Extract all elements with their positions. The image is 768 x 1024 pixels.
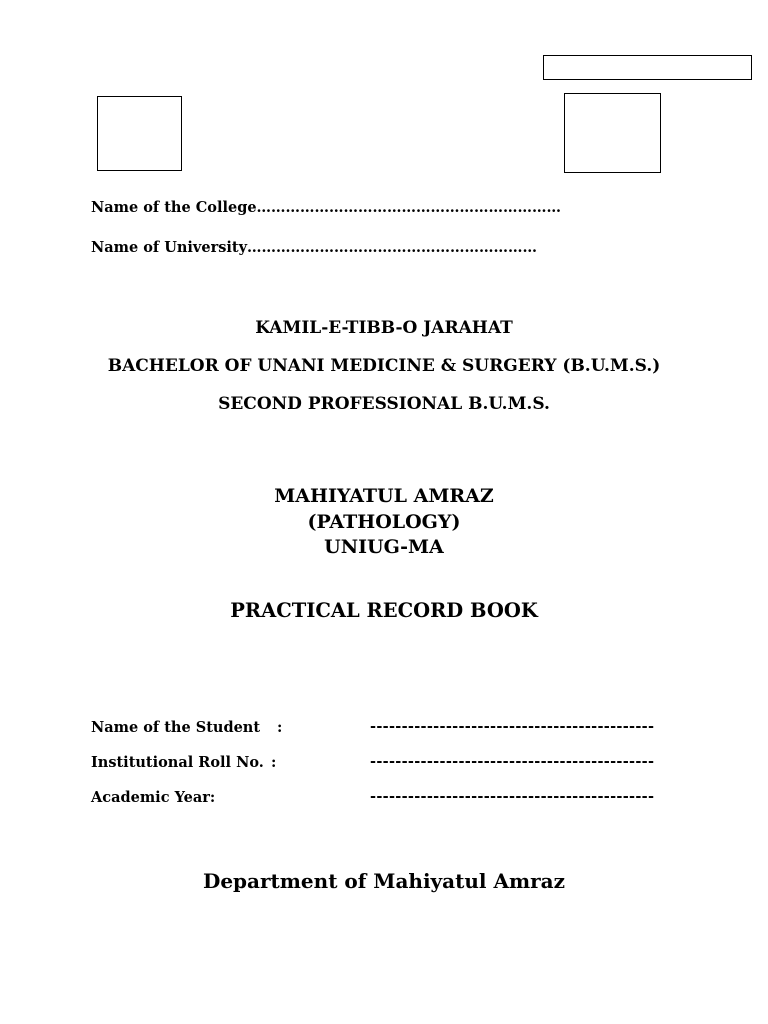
student-name-blank: --------------------------------------------- xyxy=(370,718,655,735)
program-heading-professional: SECOND PROFESSIONAL B.U.M.S. xyxy=(218,394,550,414)
college-name-line: Name of the College……………………………………………………… xyxy=(91,199,562,216)
academic-year-label: Academic Year: xyxy=(91,789,216,806)
roll-number-label: Institutional Roll No. xyxy=(91,754,264,771)
subject-block xyxy=(0,484,768,561)
record-book-title: PRACTICAL RECORD BOOK xyxy=(230,599,538,622)
top-right-blank-box xyxy=(543,55,752,80)
student-name-colon: : xyxy=(277,719,283,736)
program-heading-kamil: KAMIL-E-TIBB-O JARAHAT xyxy=(255,318,513,338)
academic-year-blank: --------------------------------------------- xyxy=(370,788,655,805)
university-name-line: Name of University…………………………………………………… xyxy=(91,239,538,256)
department-name: Department of Mahiyatul Amraz xyxy=(202,869,565,893)
roll-number-colon: : xyxy=(271,754,277,771)
photo-box-left xyxy=(97,96,182,171)
student-name-label: Name of the Student xyxy=(91,719,261,736)
subject-name: MAHIYATUL AMRAZ xyxy=(274,485,494,507)
photo-box-right xyxy=(564,93,661,173)
roll-number-blank: --------------------------------------------- xyxy=(370,753,655,770)
subject-code: UNIUG-MA xyxy=(324,536,444,558)
subject-english-name: (PATHOLOGY) xyxy=(307,510,461,533)
program-heading-bums: BACHELOR OF UNANI MEDICINE & SURGERY (B.U.M.S.) xyxy=(107,356,661,376)
